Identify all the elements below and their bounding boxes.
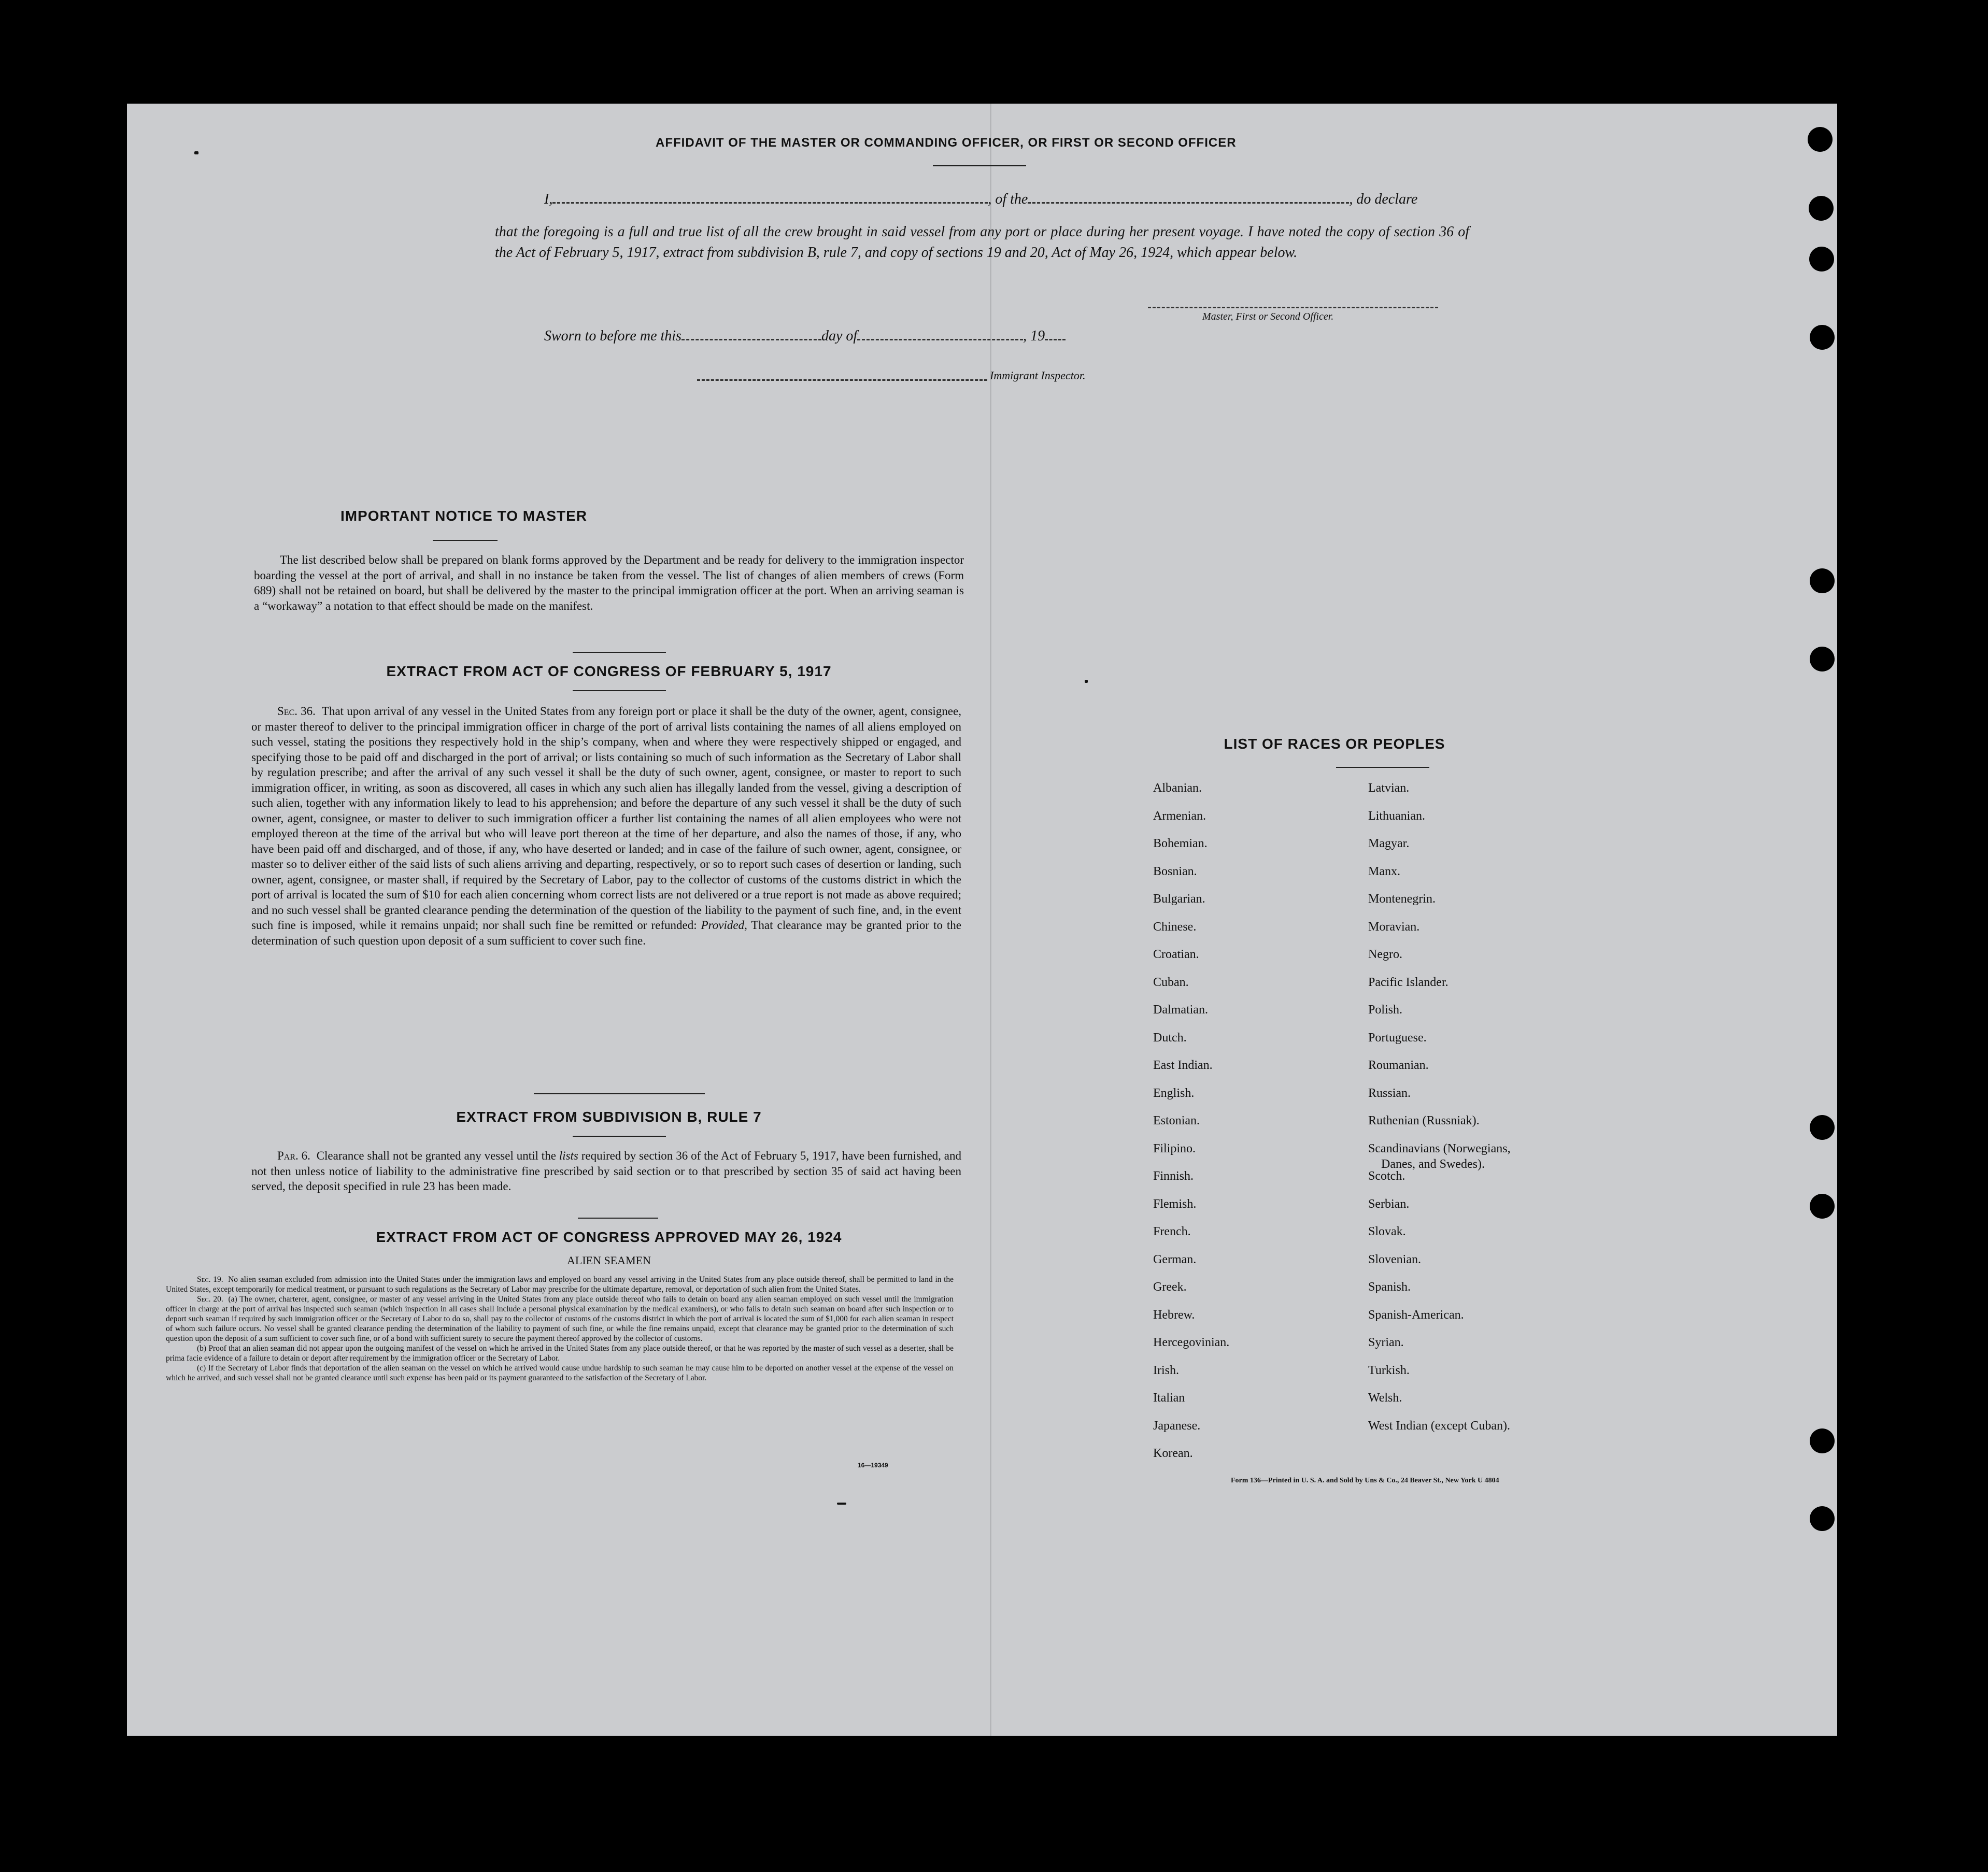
race-item: Finnish. xyxy=(1153,1169,1194,1183)
sec-20a-text: (a) The owner, charterer, agent, consignee, or master of any vessel arriving in the United States from any place outside thereof who fails to detain on board any alien seaman employed on such vessel until the immigration officer in charge at the port of arrival has inspected such seaman (which inspection in all cases shall include a personal physical examination by the medical examiners), or who fails to detain such seaman on board after such inspection or to deport such seaman if required by such immigration officer or the Secretary of Labor to do so, shall pay to the collector of customs of the customs district in which the port of arrival is located the sum of $1,000 for each alien seaman in respect of whom such failure occurs. No vessel shall be granted clearance pending the determination of the liability to payment of such fine, or while the fine remains unpaid, except that clearance may be granted prior to the determination of such question upon the deposit of a sum sufficient to cover such fine, or of a bond with sufficient surety to secure the payment thereof approved by the collector of customs. xyxy=(166,1295,954,1343)
affidavit-do-declare: , do declare xyxy=(1349,191,1418,207)
extract-1917-end-rule xyxy=(534,1093,705,1094)
extract-1924-body xyxy=(166,1275,954,1383)
rule7-title: EXTRACT FROM SUBDIVISION B, RULE 7 xyxy=(456,1109,762,1125)
ink-speck xyxy=(1085,680,1088,683)
lists-word: lists xyxy=(559,1149,578,1162)
race-item: Danes, and Swedes). xyxy=(1381,1157,1485,1171)
race-item: Albanian. xyxy=(1153,781,1202,795)
punch-hole xyxy=(1810,647,1835,671)
race-item: Cuban. xyxy=(1153,975,1189,989)
race-item: Korean. xyxy=(1153,1447,1193,1460)
race-item: Scandinavians (Norwegians, xyxy=(1368,1141,1511,1155)
race-item: Latvian. xyxy=(1368,781,1410,795)
race-item: Negro. xyxy=(1368,948,1402,961)
page-fold xyxy=(990,104,991,1736)
master-signature-line[interactable] xyxy=(1148,295,1438,308)
par-6-text-b: required by section 36 of the Act of February 5, 1917, have been furnished, and not then unless notice of liability to the administrative fine prescribed by said section or to that prescribed by section 35 of said act having been served, the deposit specified in rule 23 has been made. xyxy=(251,1149,961,1193)
race-item: Turkish. xyxy=(1368,1363,1410,1377)
race-item: Dalmatian. xyxy=(1153,1003,1208,1017)
race-item: Slovak. xyxy=(1368,1225,1406,1238)
sworn-month-blank[interactable] xyxy=(857,327,1023,340)
rule7-rule xyxy=(573,1136,666,1137)
name-blank[interactable] xyxy=(552,191,988,204)
inspector-caption: Immigrant Inspector. xyxy=(990,369,1086,382)
race-item: Portuguese. xyxy=(1368,1031,1427,1045)
race-item: Croatian. xyxy=(1153,948,1199,961)
race-item: Hercegovinian. xyxy=(1153,1336,1230,1349)
sec-20b-text: (b) Proof that an alien seaman did not appear upon the outgoing manifest of the vessel on which he arrived in the United States from any place outside thereof, or that he was reported by the master of such vessel as a deserter, shall be prima facie evidence of a failure to detain or deport after requirement by the immigration officer or the Secretary of Labor. xyxy=(166,1344,954,1363)
race-item: Montenegrin. xyxy=(1368,892,1436,906)
punch-hole xyxy=(1810,1115,1835,1140)
notice-text: The list described below shall be prepared on blank forms approved by the Department and be ready for delivery to the immigration inspector boarding the vessel at the port of arrival, and shall in no instance be taken from the vessel. The list of changes of alien members of crews (Form 689) shall not be retained on board, but shall be delivered by the master to the principal immigration officer at the port. When an arriving seaman is a “workaway” a notation to that effect should be made on the manifest. xyxy=(254,553,964,612)
race-item: Polish. xyxy=(1368,1003,1403,1017)
extract-1917-rule xyxy=(573,690,666,691)
race-item: Russian. xyxy=(1368,1086,1411,1100)
punch-hole xyxy=(1810,1428,1835,1453)
race-item: Serbian. xyxy=(1368,1197,1410,1211)
race-item: Roumanian. xyxy=(1368,1059,1429,1072)
race-item: Slovenian. xyxy=(1368,1252,1421,1266)
sworn-day-of: day of xyxy=(821,328,858,344)
par-6-text-a: Clearance shall not be granted any vessel until the xyxy=(316,1149,556,1162)
notice-body xyxy=(254,552,964,613)
punch-hole xyxy=(1810,1506,1835,1531)
sworn-day-blank[interactable] xyxy=(681,327,821,340)
punch-hole xyxy=(1809,196,1834,221)
race-item: Greek. xyxy=(1153,1280,1187,1294)
race-item: East Indian. xyxy=(1153,1059,1213,1072)
sworn-year-blank[interactable] xyxy=(1045,327,1066,340)
sec-36-text-a: That upon arrival of any vessel in the United States from any foreign port or place it shall be the duty of the owner, agent, consignee, or master thereof to deliver to the principal immigration officer in charge of the port of arrival lists containing the names of all aliens employed on such vessel, stating the positions they respectively hold in the ship’s company, when and where they were respectively shipped or engaged, and specifying those to be paid off and discharged in the port of arrival; or lists containing so much of such information as the Secretary of Labor shall by regulation prescribe; and after the arrival of any such vessel it shall be the duty of such owner, agent, consignee, or master to report to such immigration officer, in writing, as soon as discovered, all cases in which any such alien has illegally landed from the vessel, giving a description of such alien, together with any information likely to lead to his apprehension; and before the departure of any such vessel it shall be the duty of such owner, agent, consignee, or master to deliver to such immigration officer a further list containing the names of all alien employees who were not employed thereon at the time of the arrival but who will leave port thereon at the time of her departure, and also the names of those, if any, who have been paid off and discharged, and of those, if any, who have deserted or landed; and in case of the failure of such owner, agent, consignee, or master so to deliver either of the said lists of such aliens arriving and departing, respectively, or so to report such cases of desertion or landing, such owner, agent, consignee, or master shall, if required by the Secretary of Labor, pay to the collector of customs of the customs district in which the port of arrival is located the sum of $10 for each alien concerning whom correct lists are not delivered or a true report is not made as above required; and no such vessel shall be granted clearance pending the determination of the question of the liability to the payment of such fine, and, in the event such fine is imposed, while it remains unpaid; nor shall such fine be remitted or refunded: xyxy=(251,705,961,932)
title-rule xyxy=(933,165,1026,166)
race-item: Spanish-American. xyxy=(1368,1308,1464,1322)
punch-hole xyxy=(1809,247,1834,271)
rule7-body xyxy=(251,1148,961,1194)
sec-36-label: Sec. 36. xyxy=(277,705,316,718)
notice-end-rule xyxy=(573,652,666,653)
punch-hole xyxy=(1810,325,1835,350)
race-item: Spanish. xyxy=(1368,1280,1411,1294)
race-item: Hebrew. xyxy=(1153,1308,1195,1322)
sec-19-label: Sec. 19. xyxy=(197,1275,223,1284)
sec-36-text-b: That clearance may be granted prior to the determination of such question upon deposit of a sum sufficient to cover such fine. xyxy=(251,919,961,947)
race-item: Lithuanian. xyxy=(1368,809,1425,823)
affidavit-of-the: , of the xyxy=(988,191,1028,207)
sec-20-label: Sec. 20. xyxy=(197,1295,223,1304)
affidavit-first-line xyxy=(544,191,1467,208)
race-item: English. xyxy=(1153,1086,1195,1100)
race-item: Scotch. xyxy=(1368,1169,1405,1183)
race-item: Syrian. xyxy=(1368,1336,1404,1349)
extract-1924-title: EXTRACT FROM ACT OF CONGRESS APPROVED MAY 26, 1924 xyxy=(376,1229,842,1245)
race-item: Bohemian. xyxy=(1153,837,1208,850)
race-item: Irish. xyxy=(1153,1363,1179,1377)
race-item: Japanese. xyxy=(1153,1419,1201,1433)
affidavit-body: that the foregoing is a full and true list of all the crew brought in said vessel from any port or place during her present voyage. I have noted the copy of section 36 of the Act of February 5, 1917, extract from subdivision B, rule 7, and copy of sections 19 and 20, Act of May 26, 1924, which appear below. xyxy=(495,224,1469,261)
punch-hole xyxy=(1808,127,1833,152)
sec-20c-text: (c) If the Secretary of Labor finds that deportation of the alien seaman on the vessel on which he arrived would cause undue hardship to such seaman he may cause him to be deported on another vessel at the expense of the vessel on which he arrived, and such vessel shall not be granted clearance until such expense has been paid or its payment guaranteed to the satisfaction of the Secretary of Labor. xyxy=(166,1364,954,1382)
master-signature-caption: Master, First or Second Officer. xyxy=(1202,311,1334,322)
race-item: Moravian. xyxy=(1368,920,1420,934)
race-item: Magyar. xyxy=(1368,837,1410,850)
race-item: Chinese. xyxy=(1153,920,1197,934)
race-item: French. xyxy=(1153,1225,1191,1238)
vessel-blank[interactable] xyxy=(1028,191,1349,204)
race-item: Flemish. xyxy=(1153,1197,1197,1211)
rule7-end-rule xyxy=(578,1218,658,1219)
race-item: Welsh. xyxy=(1368,1391,1402,1405)
print-code: 16—19349 xyxy=(858,1462,888,1469)
sworn-year: , 19 xyxy=(1023,328,1045,344)
notice-title: IMPORTANT NOTICE TO MASTER xyxy=(340,508,588,524)
race-item: Filipino. xyxy=(1153,1141,1196,1155)
race-item: Dutch. xyxy=(1153,1031,1187,1045)
alien-seamen-subtitle: ALIEN SEAMEN xyxy=(567,1254,651,1267)
race-item: Ruthenian (Russniak). xyxy=(1368,1114,1480,1127)
race-item: Pacific Islander. xyxy=(1368,975,1449,989)
extract-1917-title: EXTRACT FROM ACT OF CONGRESS OF FEBRUARY 5, 1917 xyxy=(386,663,832,679)
sworn-line xyxy=(544,327,1322,345)
ink-speck xyxy=(194,151,198,154)
race-item: Bulgarian. xyxy=(1153,892,1205,906)
provided-word: Provided, xyxy=(701,919,747,932)
sec-19-text: No alien seaman excluded from admission into the United States under the immigration laws and employed on board any vessel arriving in the United States from any place outside thereof, shall be permitted to land in the United States, except temporarily for medical treatment, or pursuant to such regulations as the Secretary of Labor may prescribe for the ultimate departure, removal, or deportation of such alien from the United States. xyxy=(166,1275,954,1294)
race-item: German. xyxy=(1153,1252,1197,1266)
form-print-note: Form 136—Printed in U. S. A. and Sold by Uns & Co., 24 Beaver St., New York U 4804 xyxy=(1231,1477,1499,1484)
extract-1917-body xyxy=(251,704,961,948)
race-item: Armenian. xyxy=(1153,809,1206,823)
race-item: West Indian (except Cuban). xyxy=(1368,1419,1510,1433)
inspector-signature-line[interactable] xyxy=(697,368,987,381)
punch-hole xyxy=(1810,1194,1835,1219)
affidavit-i: I, xyxy=(544,191,553,207)
sworn-prefix: Sworn to before me this xyxy=(544,328,681,344)
punch-hole xyxy=(1810,568,1835,593)
race-item: Manx. xyxy=(1368,864,1400,878)
par-6-label: Par. 6. xyxy=(277,1149,310,1162)
races-title-rule xyxy=(1336,767,1429,768)
race-item: Estonian. xyxy=(1153,1114,1200,1127)
notice-rule xyxy=(433,540,498,541)
document-sheet xyxy=(127,104,1837,1736)
race-item: Bosnian. xyxy=(1153,864,1197,878)
affidavit-title: AFFIDAVIT OF THE MASTER OR COMMANDING OFFICER, OR FIRST OR SECOND OFFICER xyxy=(656,136,1237,150)
races-title: LIST OF RACES OR PEOPLES xyxy=(1224,736,1445,752)
race-item: Italian xyxy=(1153,1391,1185,1405)
ink-speck xyxy=(837,1503,846,1505)
